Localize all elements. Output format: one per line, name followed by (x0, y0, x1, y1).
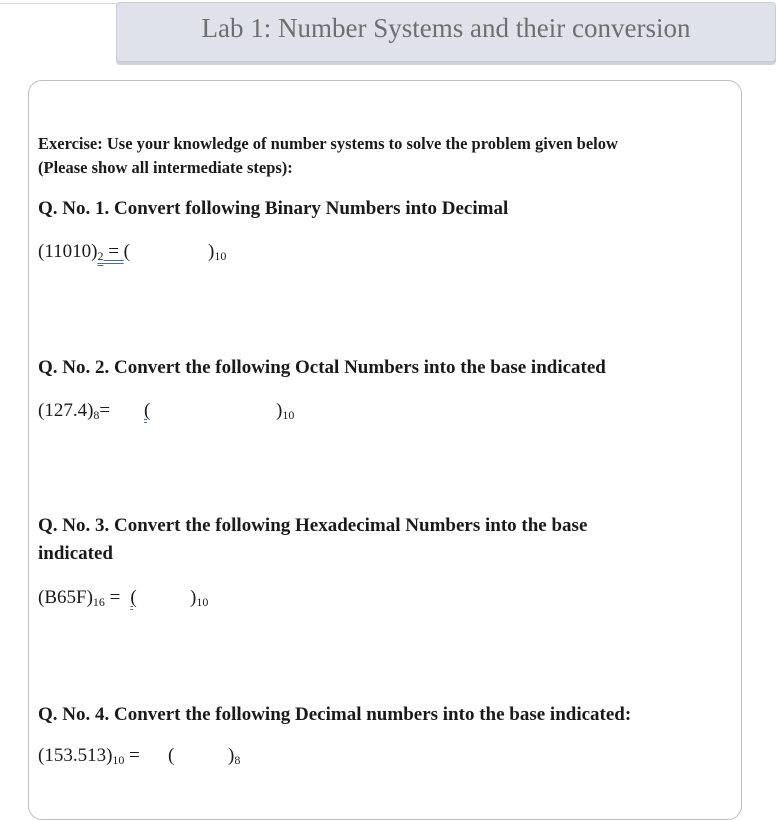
question-1-expression (38, 240, 130, 268)
q1-equals: = (103, 241, 124, 262)
q2-number: (127.4) (38, 400, 94, 421)
q4-number: (153.513) (38, 745, 113, 766)
q2-open: ( (144, 400, 151, 421)
q4-equals: = (124, 745, 140, 766)
exercise-line-2: (Please show all intermediate steps): (38, 158, 293, 177)
q4-close: ) (228, 745, 235, 766)
q1-number: (11010) (38, 241, 98, 262)
q1-base-from: 2 (97, 249, 104, 263)
q2-close: ) (276, 400, 283, 421)
question-3-heading-line-2: indicated (38, 543, 113, 564)
question-2-answer-open (130, 399, 150, 423)
q2-equals: = (99, 400, 111, 421)
q1-open: ( (123, 241, 130, 262)
q1-close: ) (208, 241, 215, 262)
q3-number: (B65F) (38, 587, 93, 608)
question-4-answer-close (228, 744, 240, 772)
question-3-answer-close (190, 586, 208, 614)
q1-base-to: 10 (214, 249, 227, 263)
question-1-answer-close (208, 240, 226, 268)
q3-equals: = (104, 587, 121, 608)
page-title: Lab 1: Number Systems and their conversion (201, 13, 691, 43)
question-2-heading: Q. No. 2. Convert the following Octal Numbers into the base indicated (38, 357, 606, 378)
question-2-answer-close (276, 399, 294, 427)
q2-base-from: 8 (93, 408, 100, 422)
title-banner (116, 2, 776, 62)
exercise-line-1: Exercise: Use your knowledge of number systems to solve the problem given below (38, 134, 618, 153)
q4-base-to: 8 (234, 753, 241, 767)
q3-base-from: 16 (92, 595, 105, 609)
q4-open: ( (168, 745, 175, 766)
question-3-heading-line-1: Q. No. 3. Convert the following Hexadecimal Numbers into the base (38, 515, 588, 536)
q2-base-to: 10 (282, 408, 295, 422)
exercise-instructions (38, 132, 738, 180)
q3-close: ) (190, 587, 197, 608)
question-4-expression (38, 744, 140, 772)
question-4-heading: Q. No. 4. Convert the following Decimal numbers into the base indicated: (38, 704, 632, 725)
top-divider (0, 3, 118, 4)
question-1-heading: Q. No. 1. Convert following Binary Numbers into Decimal (38, 198, 509, 219)
question-3-expression (38, 586, 137, 614)
question-2-expression (38, 399, 110, 427)
question-3-heading (38, 512, 587, 568)
q3-base-to: 10 (196, 595, 209, 609)
question-4-answer-open (168, 744, 174, 768)
q4-base-from: 10 (112, 753, 125, 767)
q3-open: ( (130, 587, 137, 608)
